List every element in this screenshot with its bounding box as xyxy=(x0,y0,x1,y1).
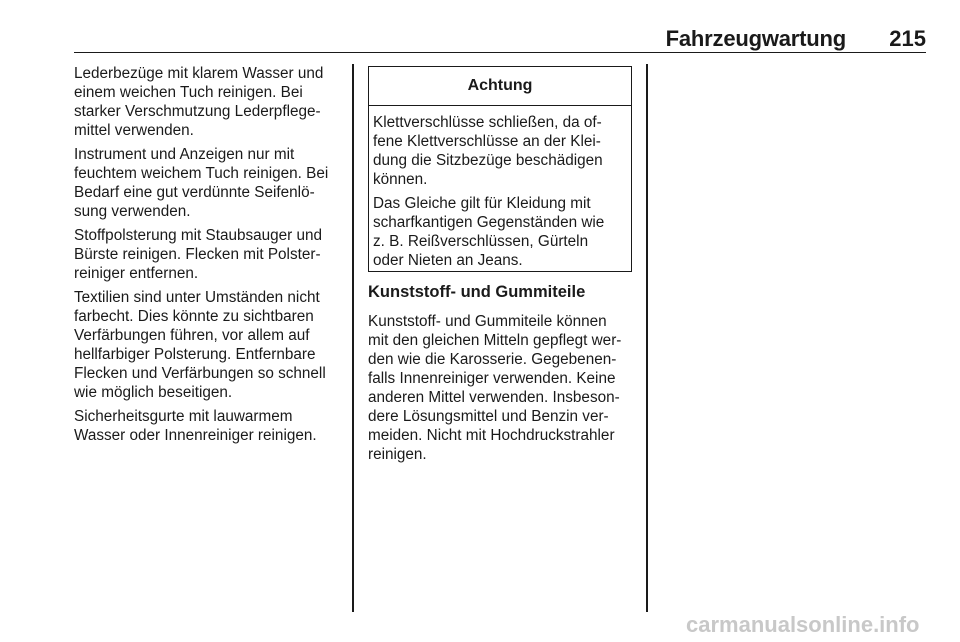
text-line: Stoffpolsterung mit Staubsauger und xyxy=(74,227,323,244)
text-line: starker Verschmutzung Lederpflege- xyxy=(74,103,321,120)
text-line: mit den gleichen Mitteln gepflegt wer- xyxy=(368,332,622,349)
header-title: Fahrzeugwartung xyxy=(665,26,846,51)
text-line: Textilien sind unter Umständen nicht xyxy=(74,289,320,306)
text-line: Bürste reinigen. Flecken mit Polster- xyxy=(74,246,321,263)
text-line: scharfkantigen Gegenständen wie xyxy=(373,214,605,231)
text-line: Sicherheitsgurte mit lauwarmem xyxy=(74,408,293,425)
text-line: fene Klettverschlüsse an der Klei- xyxy=(373,133,601,150)
text-line: können. xyxy=(373,171,428,188)
text-line: Instrument und Anzeigen nur mit xyxy=(74,146,295,163)
paragraph-instruments xyxy=(74,145,344,221)
text-line: Kunststoff- und Gummiteile können xyxy=(368,313,607,330)
text-line: Verfärbungen führen, vor allem auf xyxy=(74,327,310,344)
page-header xyxy=(74,24,926,53)
paragraph-textiles xyxy=(74,288,344,402)
warning-paragraph-velcro xyxy=(373,113,631,189)
text-line: dung die Sitzbezüge beschädigen xyxy=(373,152,603,169)
column-divider-right xyxy=(646,64,648,612)
text-line: hellfarbiger Polsterung. Entfernbare xyxy=(74,346,316,363)
text-line: Flecken und Verfärbungen so schnell xyxy=(74,365,326,382)
text-line: Lederbezüge mit klarem Wasser und xyxy=(74,65,324,82)
warning-title: Achtung xyxy=(369,67,631,106)
column-divider-left xyxy=(352,64,354,612)
watermark: carmanualsonline.info xyxy=(686,612,920,637)
text-line: reiniger entfernen. xyxy=(74,265,199,282)
text-line: Das Gleiche gilt für Kleidung mit xyxy=(373,195,591,212)
text-line: meiden. Nicht mit Hochdruckstrahler xyxy=(368,427,615,444)
paragraph-seatbelts xyxy=(74,407,344,445)
warning-paragraph-clothing xyxy=(373,194,631,270)
section-paragraph xyxy=(368,312,643,464)
text-line: Klettverschlüsse schließen, da of- xyxy=(373,114,602,131)
section-heading: Kunststoff- und Gummiteile xyxy=(368,283,586,301)
column-left xyxy=(74,64,344,450)
paragraph-upholstery xyxy=(74,226,344,283)
text-line: den wie die Karosserie. Gegebenen- xyxy=(368,351,617,368)
warning-body xyxy=(369,106,631,270)
text-line: oder Nieten an Jeans. xyxy=(373,252,523,269)
paragraph-leather xyxy=(74,64,344,140)
text-line: z. B. Reißverschlüssen, Gürteln xyxy=(373,233,589,250)
text-line: feuchtem weichem Tuch reinigen. Bei xyxy=(74,165,329,182)
text-line: einem weichen Tuch reinigen. Bei xyxy=(74,84,303,101)
text-line: wie möglich beseitigen. xyxy=(74,384,233,401)
text-line: farbecht. Dies könnte zu sichtbaren xyxy=(74,308,314,325)
text-line: reinigen. xyxy=(368,446,427,463)
text-line: dere Lösungsmittel und Benzin ver- xyxy=(368,408,609,425)
text-line: Bedarf eine gut verdünnte Seifenlö- xyxy=(74,184,315,201)
text-line: mittel verwenden. xyxy=(74,122,194,139)
text-line: anderen Mittel verwenden. Insbeson- xyxy=(368,389,620,406)
text-line: falls Innenreiniger verwenden. Keine xyxy=(368,370,616,387)
warning-box xyxy=(368,66,632,272)
section-plastic-rubber xyxy=(368,282,643,464)
text-line: Wasser oder Innenreiniger reinigen. xyxy=(74,427,317,444)
page-number: 215 xyxy=(889,26,926,51)
text-line: sung verwenden. xyxy=(74,203,191,220)
